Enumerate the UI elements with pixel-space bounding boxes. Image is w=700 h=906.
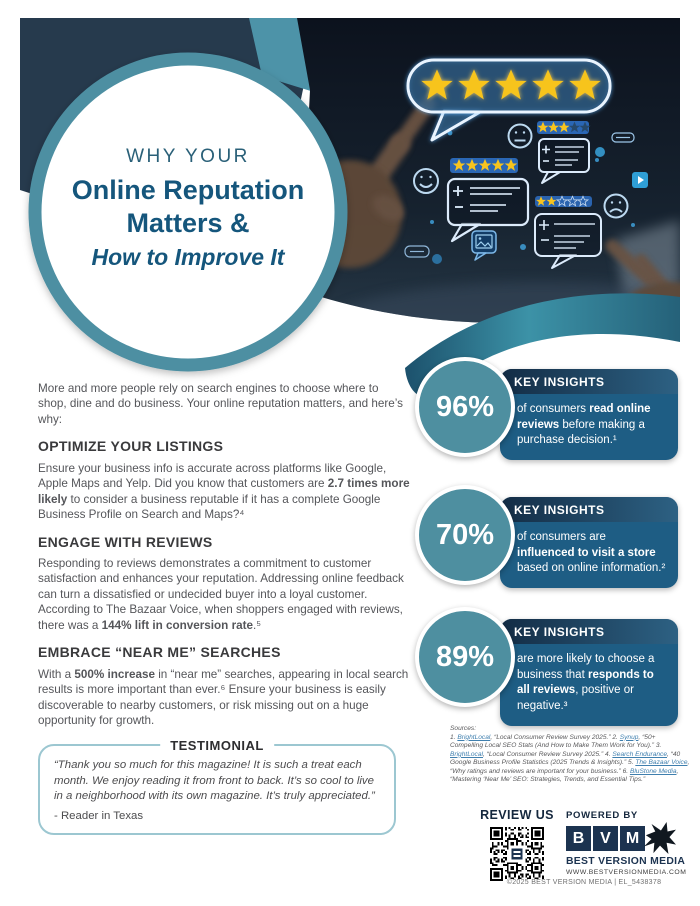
bvm-letter-b: B xyxy=(566,826,591,851)
section-body-engage: Responding to reviews demonstrates a commitment to customer satisfaction and enhances your reputation. Addressing online feedback can turn a dissatisfied or undecided buyer into a loyal customer. According to The Bazaar Voice, when shoppers engaged with reviews, there was a 144% lift in conversion rate.⁵ xyxy=(38,557,404,632)
insight-header: KEY INSIGHTS xyxy=(500,497,678,522)
insight-card xyxy=(500,619,678,726)
source-link[interactable]: BrightLocal xyxy=(450,750,483,758)
testimonial-quote: “Thank you so much for this magazine! It is such a treat each month. We enjoy reading it from front to back. It’s so cool to live in a neighborhood with its own magazine. It’s truly appreciated.” xyxy=(54,759,375,803)
testimonial-attribution: - Reader in Texas xyxy=(54,809,144,822)
insight-header: KEY INSIGHTS xyxy=(500,369,678,394)
key-insight-70 xyxy=(413,485,683,605)
insight-card xyxy=(500,497,678,588)
title-eyebrow: WHY YOUR xyxy=(126,146,250,167)
review-us-block xyxy=(468,808,566,881)
source-link[interactable]: BrightLocal xyxy=(457,733,491,741)
testimonial-label: TESTIMONIAL xyxy=(160,737,274,754)
insight-body: are more likely to choose a business that responds to all reviews, positive or negative.³ xyxy=(517,653,655,712)
insight-percent-badge: 96% xyxy=(415,357,515,457)
section-body-optimize: Ensure your business info is accurate across platforms like Google, Apple Maps and Yelp. Did you know that customers are 2.7 times more likely to consider a business reputable if it has a complete Google Business Profile on Search and Maps?⁴ xyxy=(38,461,410,522)
source-link[interactable]: Synup xyxy=(619,733,639,741)
insight-body: of consumers are influenced to visit a store based on online information.² xyxy=(517,531,666,575)
starburst-icon xyxy=(644,822,676,856)
review-us-label: REVIEW US xyxy=(480,808,554,822)
sources-text: 1. BrightLocal, “Local Consumer Review Survey 2025.” 2. Synup, “50+ Compelling Local SEO Stats (And How to Make Them Work for You).” 3. BrightLocal, “Local Consumer Review Survey 2025.” 4. Search Endurance, “40 Google Business Profile Statistics (2025 Trends & Insights).” 5. The Bazaar Voice, “Why ratings and reviews are important for your business.” 6. BluStone Media, “Mastering ‘Near Me’ SEO: Strategies, Trends, and Essential Tips.” xyxy=(450,733,690,784)
source-link[interactable]: Search Endurance xyxy=(612,750,667,758)
bvm-letter-v: V xyxy=(593,826,618,851)
section-heading-engage: ENGAGE WITH REVIEWS xyxy=(38,533,213,550)
section-heading-near-me: EMBRACE “NEAR ME” SEARCHES xyxy=(38,644,281,661)
insight-body: of consumers read online reviews before making a purchase decision.¹ xyxy=(517,403,651,447)
insight-percent-badge: 89% xyxy=(415,607,515,707)
key-insight-89 xyxy=(413,607,683,727)
key-insight-96 xyxy=(413,357,683,477)
powered-by-label: POWERED BY xyxy=(566,810,638,821)
intro-paragraph: More and more people rely on search engines to choose where to shop, dine and do business. Your online reputation matters, and here’s why: xyxy=(38,382,403,426)
source-link[interactable]: The Bazaar Voice xyxy=(635,759,688,767)
section-heading-optimize: OPTIMIZE YOUR LISTINGS xyxy=(38,438,224,455)
page-title xyxy=(44,146,332,271)
insight-percent-badge: 70% xyxy=(415,485,515,585)
copyright-line: ©2025 BEST VERSION MEDIA | EL_5438378 xyxy=(506,879,662,886)
bvm-logo xyxy=(566,825,692,852)
testimonial-box xyxy=(38,738,396,835)
main-content xyxy=(38,381,410,835)
chat-dot-icon xyxy=(432,254,442,264)
title-line3: How to Improve It xyxy=(91,244,285,270)
qr-code xyxy=(490,827,544,881)
sources-block xyxy=(450,725,690,785)
play-icon xyxy=(632,172,648,188)
bvm-letter-m: M xyxy=(620,826,645,851)
bvm-brand-name: BEST VERSION MEDIA xyxy=(566,856,686,867)
sources-label: Sources: xyxy=(450,725,477,732)
smiley-dot-icon xyxy=(595,147,605,157)
bvm-website[interactable]: WWW.BESTVERSIONMEDIA.COM xyxy=(566,869,687,876)
source-link[interactable]: BluStone Media xyxy=(629,767,677,775)
title-line1: Online Reputation xyxy=(71,175,305,205)
section-body-near-me: With a 500% increase in “near me” searches, appearing in local search results is more important than ever.⁶ Ensure your business is easily discoverable to nearby customers, or risk missing out on a huge opportunity for growth. xyxy=(38,667,409,727)
title-line2: Matters & xyxy=(126,208,250,238)
insight-header: KEY INSIGHTS xyxy=(500,619,678,644)
insight-card xyxy=(500,369,678,460)
powered-by-block xyxy=(566,810,692,876)
